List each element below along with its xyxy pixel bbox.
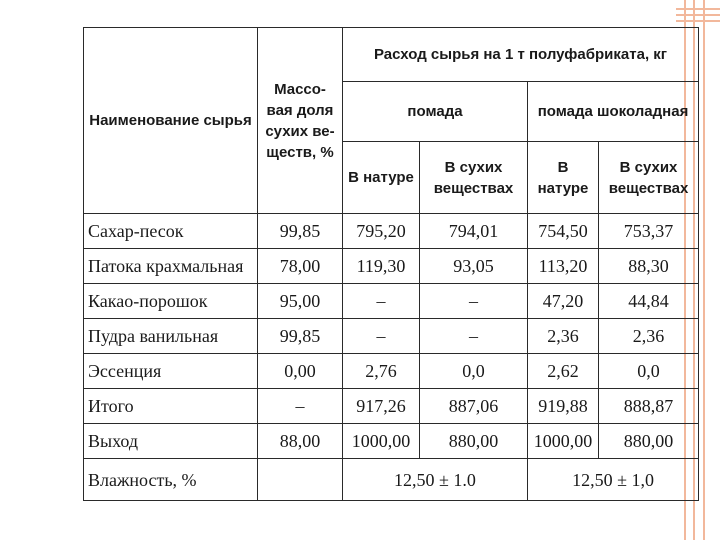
row-choc-nature: 754,50 — [528, 214, 599, 249]
table-row-humidity — [84, 459, 699, 501]
table-row — [84, 424, 699, 459]
row-name: Итого — [84, 389, 258, 424]
row-choc-dry: 2,36 — [599, 319, 699, 354]
row-pomada-dry: 880,00 — [420, 424, 528, 459]
row-pomada-nature: – — [343, 284, 420, 319]
row-choc-nature: 2,36 — [528, 319, 599, 354]
row-pomada-nature: 795,20 — [343, 214, 420, 249]
humidity-pomada-choc: 12,50 ± 1,0 — [528, 459, 699, 501]
row-choc-nature: 2,62 — [528, 354, 599, 389]
row-choc-dry: 44,84 — [599, 284, 699, 319]
row-mass-empty — [258, 459, 343, 501]
row-name: Какао-порошок — [84, 284, 258, 319]
row-choc-nature: 919,88 — [528, 389, 599, 424]
row-name: Эссенция — [84, 354, 258, 389]
row-name: Влажность, % — [84, 459, 258, 501]
row-pomada-nature: 119,30 — [343, 249, 420, 284]
frame-corner — [676, 0, 720, 26]
header-consumption: Расход сырья на 1 т полуфабриката, кг — [343, 28, 699, 82]
row-pomada-dry: – — [420, 319, 528, 354]
row-mass: 0,00 — [258, 354, 343, 389]
row-choc-dry: 0,0 — [599, 354, 699, 389]
header-name: Наименование сырья — [84, 28, 258, 214]
row-name: Пудра ванильная — [84, 319, 258, 354]
table-row — [84, 284, 699, 319]
frame-line-3 — [703, 0, 705, 540]
row-name: Патока крахмальная — [84, 249, 258, 284]
header-choc-in-nature: В натуре — [528, 142, 599, 214]
table-row — [84, 249, 699, 284]
table-row — [84, 214, 699, 249]
raw-material-table — [83, 27, 699, 501]
row-choc-nature: 1000,00 — [528, 424, 599, 459]
row-mass: 95,00 — [258, 284, 343, 319]
header-mass-fraction: Массо- вая доля сухих ве- ществ, % — [258, 28, 343, 214]
row-choc-nature: 113,20 — [528, 249, 599, 284]
row-choc-dry: 888,87 — [599, 389, 699, 424]
table-row — [84, 389, 699, 424]
table-row — [84, 319, 699, 354]
row-pomada-nature: 1000,00 — [343, 424, 420, 459]
header-choc-in-dry: В сухих веществах — [599, 142, 699, 214]
row-pomada-dry: 93,05 — [420, 249, 528, 284]
header-pomada-in-nature: В натуре — [343, 142, 420, 214]
row-mass: 99,85 — [258, 214, 343, 249]
row-choc-dry: 880,00 — [599, 424, 699, 459]
row-name: Выход — [84, 424, 258, 459]
row-pomada-dry: 0,0 — [420, 354, 528, 389]
row-mass: 99,85 — [258, 319, 343, 354]
row-name: Сахар-песок — [84, 214, 258, 249]
row-pomada-nature: – — [343, 319, 420, 354]
row-choc-dry: 753,37 — [599, 214, 699, 249]
row-mass: – — [258, 389, 343, 424]
header-pomada: помада — [343, 82, 528, 142]
row-pomada-nature: 917,26 — [343, 389, 420, 424]
header-pomada-in-dry: В сухих веществах — [420, 142, 528, 214]
header-pomada-choc: помада шоколадная — [528, 82, 699, 142]
row-choc-dry: 88,30 — [599, 249, 699, 284]
row-mass: 88,00 — [258, 424, 343, 459]
row-choc-nature: 47,20 — [528, 284, 599, 319]
humidity-pomada: 12,50 ± 1.0 — [343, 459, 528, 501]
row-mass: 78,00 — [258, 249, 343, 284]
row-pomada-dry: – — [420, 284, 528, 319]
row-pomada-dry: 887,06 — [420, 389, 528, 424]
row-pomada-dry: 794,01 — [420, 214, 528, 249]
row-pomada-nature: 2,76 — [343, 354, 420, 389]
table-row — [84, 354, 699, 389]
